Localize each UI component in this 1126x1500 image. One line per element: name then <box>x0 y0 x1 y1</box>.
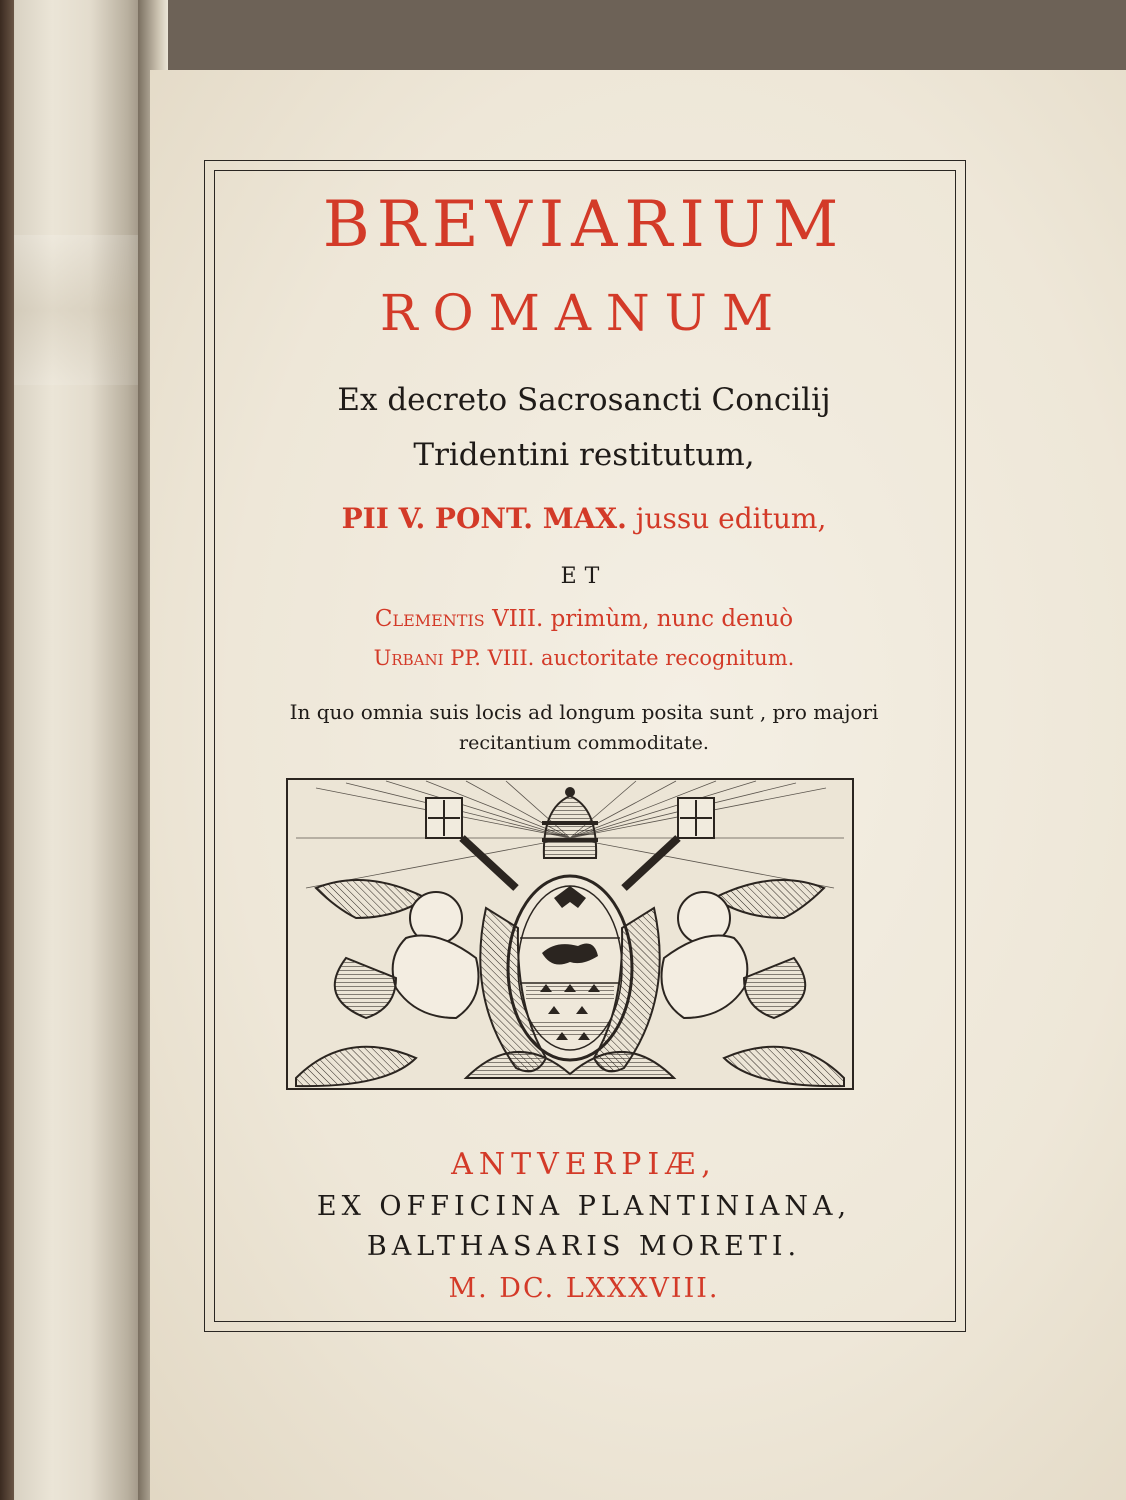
book-spine <box>0 0 14 1500</box>
imprint-printer: BALTHASARIS MORETI. <box>366 1231 802 1262</box>
imprint-office: EX OFFICINA PLANTINIANA, <box>316 1191 852 1222</box>
urban-rest: auctoritate recognitum. <box>541 646 795 670</box>
clement-number: VIII. <box>492 606 544 632</box>
urban-line <box>214 648 954 669</box>
imprint-year: M. DC. LXXXVIII. <box>448 1273 720 1304</box>
conjunction-et: ET <box>560 564 608 589</box>
decree-line-1: Ex decreto Sacrosancti Concilij <box>337 382 831 418</box>
in-quo-line-2: recitantium commoditate. <box>459 732 709 754</box>
left-page-band <box>0 235 150 385</box>
urban-number: PP. VIII. <box>450 646 535 670</box>
clement-rest: primùm, nunc denuò <box>550 606 794 632</box>
decree-line-2: Tridentini restitutum, <box>413 437 755 473</box>
book-subtitle: ROMANUM <box>379 284 789 342</box>
imprint-city: ANTVERPIÆ, <box>451 1147 717 1182</box>
urban-name: Urbani <box>373 646 444 670</box>
pius-name: PII V. PONT. MAX. <box>341 502 627 535</box>
left-page <box>0 0 150 1500</box>
clement-line <box>214 608 954 631</box>
pius-line <box>214 502 954 535</box>
book-title: BREVIARIUM <box>322 188 846 262</box>
papal-coat-of-arms-with-cherubs-icon <box>286 778 854 1090</box>
in-quo-line-1: In quo omnia suis locis ad longum posita sunt , pro majori <box>289 700 879 724</box>
clement-name: Clementis <box>374 606 485 632</box>
pius-rest: jussu editum, <box>635 502 827 535</box>
